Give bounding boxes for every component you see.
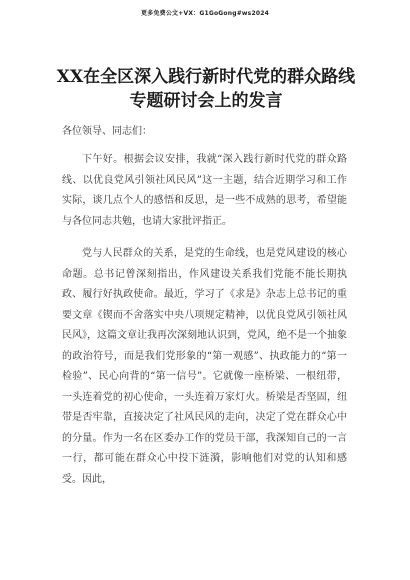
document-title: XX在全区深入践行新时代党的群众路线专题研讨会上的发言 xyxy=(56,67,356,111)
paragraph: 党与人民群众的关系，是党的生命线，也是党风建设的核心命题。总书记曾深刻指出，作风建设关系我们党能不能长期执政、履行好执政使命。最近，学习了《求是》杂志上总书记的重要文章《锲而不舍落实中央八项规定精神，以优良党风引领社风民风》，这篇文章让我再次深刻地认识到，党风，绝不是一个抽象的政治符号，而是我们党形象的“第一观感”、执政能力的“第一检验”、民心向背的“第一信号”。它就像一座桥梁、一根纽带，一头连着党的初心使命，一头连着万家灯火。桥梁是否坚固，纽带是否牢靠，直接决定了社风民风的走向，决定了党在群众心中的分量。作为一名在区委办工作的党员干部，我深知自己的一言一行，都可能在群众心中投下涟漪，影响他们对党的认知和感受。因此， xyxy=(62,248,347,485)
paragraph: 下午好。根据会议安排，我就“深入践行新时代党的群众路线、以优良党风引领社风民风”这一主题，结合近期学习和工作实际，谈几点个人的感悟和反思，是一些不成熟的思考，希望能与各位同志共勉，也请大家批评指正。 xyxy=(62,154,347,227)
salutation: 各位领导、同志们： xyxy=(62,126,152,137)
header-banner: 更多免费公文+VX：G1GoGong#ws2024 xyxy=(141,10,269,17)
